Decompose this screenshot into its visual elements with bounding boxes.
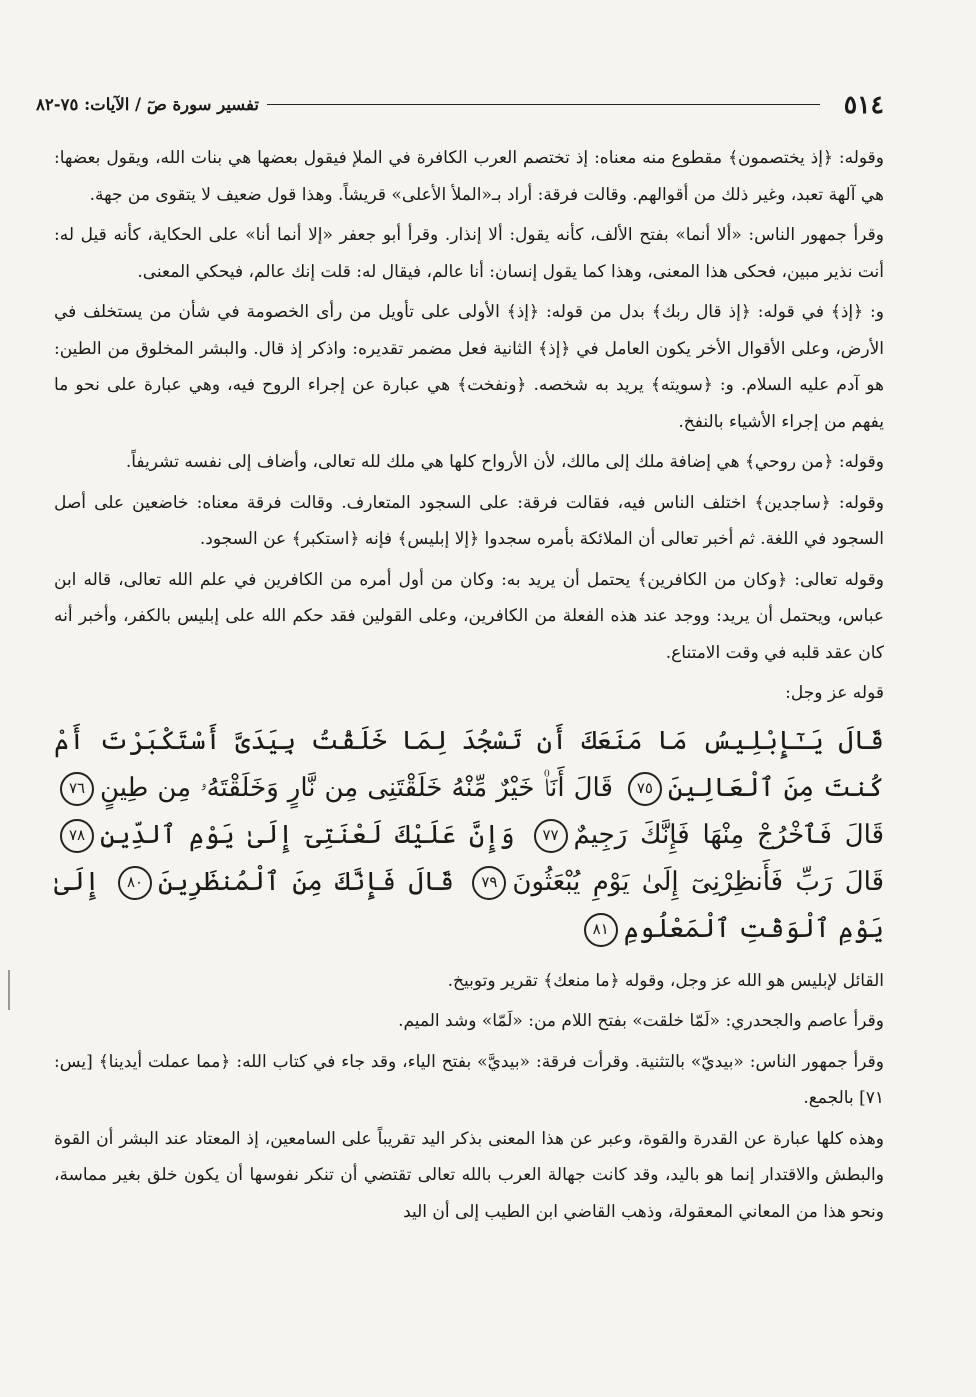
verse-number-marker: ٨٠: [118, 866, 152, 900]
paragraph-idh: و: ﴿إذ﴾ في قوله: ﴿إذ قال ربك﴾ بدل من قوله: ﴿إذ﴾ الأولى على تأويل من رأى الخصومة في شأن من يستخلف في الأرض، وعلى الأقوال الأخر يكون العامل في ﴿إذ﴾ الثانية فعل مضمر تقديره: واذكر إذ قال. والبشر المخلوق من الطين: هو آدم عليه السلام. و: ﴿سويته﴾ يريد به شخصه. ﴿ونفخت﴾ هي عبارة عن إجراء الروح فيه، وهي عبارة على نحو ما يفهم من إجراء الأشياء بالنفخ.: [54, 302, 884, 432]
verse-number-marker: ٧٥: [628, 772, 662, 806]
verse-number-marker: ٧٧: [534, 819, 568, 853]
verse-text: قَالَ فَإِنَّكَ مِنَ ٱلْمُنظَرِينَ: [158, 866, 455, 897]
paragraph-yakhtasimun: وقوله: ﴿إذ يختصمون﴾ مقطوع منه معناه: إذ تختصم العرب الكافرة في الملإ فيقول بعضها هي بنات الله، ويقول بعضها: هي آلهة تعبد، وغير ذلك من أقوالهم. وقالت فرقة: أراد بـ«الملأ الأعلى» قريشاً. وهذا قول ضعيف لا يتقوى من جهة.: [54, 148, 884, 205]
paragraph-closing: وهذه كلها عبارة عن القدرة والقوة، وعبر عن هذا المعنى بذكر اليد تقريباً على السامعين، إذ المعتاد عند البشر أن القوة والبطش والاقتدار إنما هو باليد، وقد كانت جهالة العرب بالله تعالى تقتضي أن تنكر نفوسها أن يكون خلق بغير مماسة، ونحو هذا من المعاني المعقولة، وذهب القاضي ابن الطيب إلى أن اليد: [54, 1128, 884, 1222]
paragraph-sajidin: وقوله: ﴿ساجدين﴾ اختلف الناس فيه، فقالت فرقة: على السجود المتعارف. وقالت فرقة معناه: خاضعين على أصل السجود في اللغة. ثم أخبر تعالى أن الملائكة بأمره سجدوا ﴿إلا إبليس﴾ فإنه ﴿استكبر﴾ عن السجود.: [54, 492, 884, 549]
note-lamma: وقرأ عاصم والجحدري: «لَمّا خلقت» بفتح اللام من: «لَمّا» وشد الميم.: [398, 1011, 884, 1031]
verse-number-marker: ٧٦: [60, 772, 94, 806]
verse-number-marker: ٨١: [584, 913, 618, 947]
paragraph-min-ruhi: وقوله: ﴿من روحي﴾ هي إضافة ملك إلى مالك، لأن الأرواح كلها هي ملك لله تعالى، وأضاف إلى نفسه تشريفاً.: [125, 452, 884, 472]
verse-text: قَالَ أَنَا۠ خَيْرٌ مِّنْهُ خَلَقْتَنِى مِن نَّارٍ وَخَلَقْتَهُۥ مِن طِينٍ: [100, 772, 613, 803]
verse-text: إِلَىٰ يَوْمِ ٱلْوَقْتِ ٱلْمَعْلُومِ: [54, 866, 884, 944]
scan-mark: [8, 970, 10, 1010]
paragraph-anama: وقرأ جمهور الناس: «ألا أنما» بفتح الألف، كأنه يقول: ألا إنذار. وقرأ أبو جعفر «إلا أنما أنا» على الحكاية، كأنه قيل له: أنت نذير مبين، فحكى هذا المعنى، وهذا كما يقول إنسان: أنا عالم، فيقال له: قلت إنك عالم، فيحكي المعنى.: [54, 225, 884, 282]
note-biyadayya: وقرأ جمهور الناس: «بيديّ» بالتثنية. وقرأت فرقة: «بيديَّ» بفتح الياء، وقد جاء في كتاب الله: ﴿مما عملت أيدينا﴾ [يس: ٧١] بالجمع.: [54, 1051, 884, 1108]
paragraph-kafirin: وقوله تعالى: ﴿وكان من الكافرين﴾ يحتمل أن يريد به: وكان من أول أمره من الكافرين في علم الله تعالى، قاله ابن عباس، ويحتمل أن يريد: ووجد عند هذه الفعلة من الكافرين، وعلى القولين فقد حكم الله على إبليس بالكفر، وأخبر أنه كان عقد قلبه في وقت الامتناع.: [54, 569, 884, 663]
verse-text: قَالَ رَبِّ فَأَنظِرْنِىٓ إِلَىٰ يَوْمِ يُبْعَثُونَ: [512, 866, 885, 897]
running-title: تفسير سورة صٓ / الآيات: ٧٥-٨٢: [36, 94, 259, 114]
page-body: [54, 140, 884, 1234]
page-header: [36, 86, 884, 122]
verse-number-marker: ٧٩: [472, 866, 506, 900]
verse-text: قَالَ فَٱخْرُجْ مِنْهَا فَإِنَّكَ رَجِيمٌ: [573, 819, 885, 850]
verse-number-marker: ٧٨: [60, 819, 94, 853]
verse-intro: قوله عز وجل:: [785, 683, 884, 703]
quran-verses: [54, 718, 884, 953]
verse-text: قَالَ يَـٰٓإِبْلِيسُ مَا مَنَعَكَ أَن تَسْجُدَ لِمَا خَلَقْتُ بِيَدَىَّ أَسْتَكْبَرْتَ أَمْ كُنتَ مِنَ ٱلْعَالِينَ: [54, 725, 885, 803]
header-rule: [267, 104, 820, 105]
note-speaker: القائل لإبليس هو الله عز وجل، وقوله ﴿ما منعك﴾ تقرير وتوبيخ.: [447, 970, 884, 991]
verse-text: وَإِنَّ عَلَيْكَ لَعْنَتِىٓ إِلَىٰ يَوْمِ ٱلدِّينِ: [100, 819, 515, 850]
page-number: ٥١٤: [843, 89, 884, 119]
